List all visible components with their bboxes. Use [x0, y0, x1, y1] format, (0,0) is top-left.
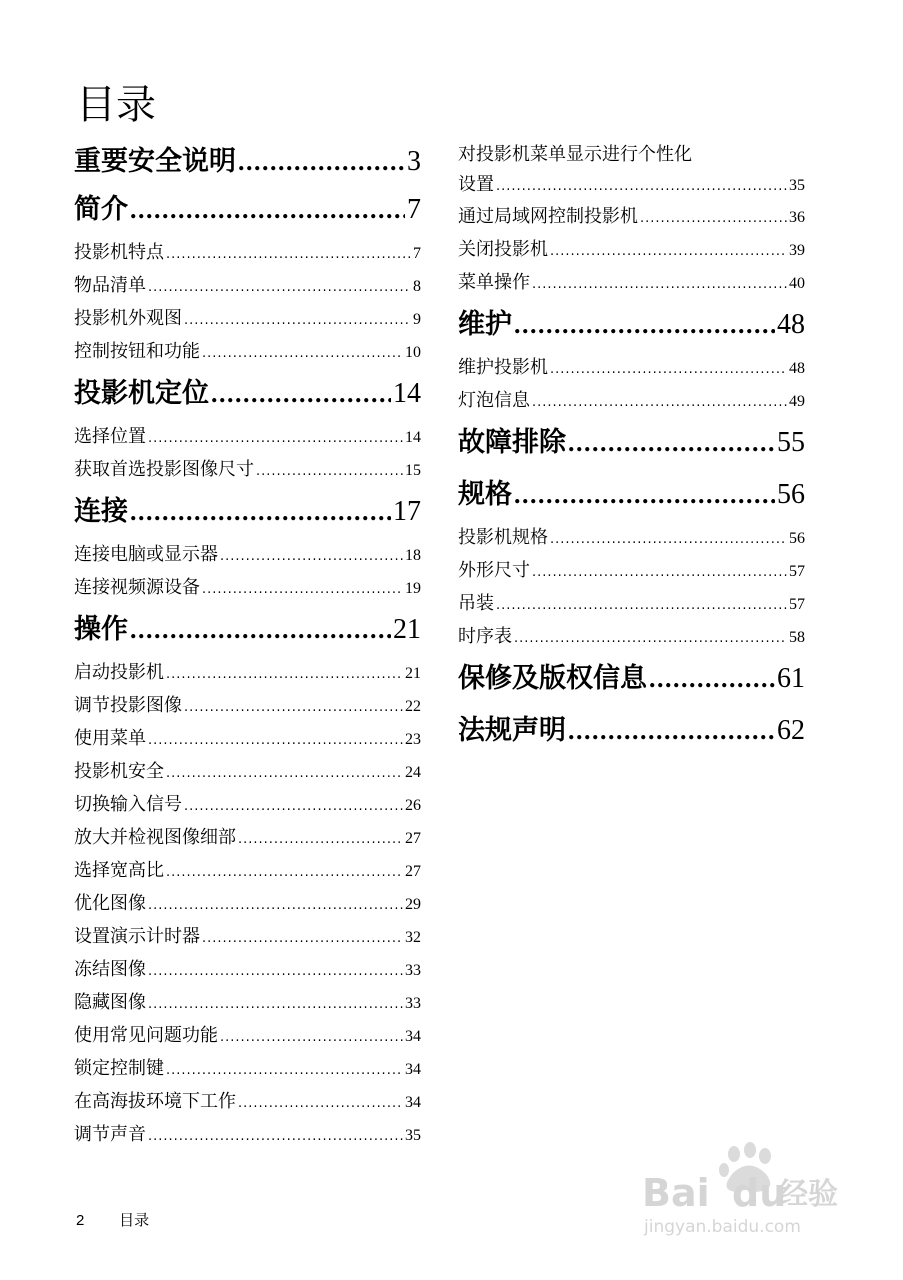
toc-entry-label: 锁定控制键	[74, 1058, 164, 1079]
toc-subsection-entry[interactable]	[458, 233, 805, 266]
toc-leader-dots	[148, 955, 403, 988]
toc-page-number: 15	[405, 462, 421, 479]
toc-leader-dots	[514, 299, 775, 351]
toc-entry-label-line1: 对投影机菜单显示进行个性化	[458, 144, 692, 165]
toc-subsection-entry[interactable]	[458, 554, 805, 587]
toc-page-number: 8	[413, 278, 421, 295]
toc-section-entry[interactable]	[74, 140, 421, 184]
page-footer	[76, 1209, 149, 1230]
toc-entry-label: 投影机安全	[74, 761, 164, 782]
page-title: 目录	[76, 82, 156, 128]
toc-page-number: 55	[777, 427, 805, 458]
toc-page-number: 14	[405, 429, 421, 446]
toc-subsection-entry[interactable]	[74, 269, 421, 302]
toc-page-number: 9	[413, 311, 421, 328]
toc-leader-dots	[166, 856, 403, 889]
toc-leader-dots	[256, 455, 403, 488]
toc-leader-dots	[496, 589, 787, 622]
toc-page-number: 34	[405, 1094, 421, 1111]
toc-page-number: 7	[407, 194, 421, 225]
toc-subsection-entry[interactable]	[458, 587, 805, 620]
toc-page-number: 35	[789, 177, 805, 194]
toc-subsection-entry[interactable]	[74, 335, 421, 368]
toc-leader-dots	[148, 422, 403, 455]
toc-left-column	[74, 140, 421, 1151]
toc-page-number: 19	[405, 580, 421, 597]
toc-leader-dots	[211, 368, 391, 420]
toc-page-number: 36	[789, 209, 805, 226]
toc-section-entry[interactable]	[74, 604, 421, 656]
watermark-url: jingyan.baidu.com	[644, 1217, 801, 1237]
toc-leader-dots	[220, 540, 403, 573]
toc-subsection-entry[interactable]	[74, 1118, 421, 1151]
toc-entry-label: 法规声明	[458, 715, 566, 746]
toc-leader-dots	[568, 705, 775, 757]
toc-entry-label: 时序表	[458, 626, 512, 647]
toc-entry-label: 使用常见问题功能	[74, 1025, 218, 1046]
toc-subsection-entry[interactable]	[74, 854, 421, 887]
toc-leader-dots	[184, 790, 403, 823]
toc-entry-label: 调节投影图像	[74, 695, 182, 716]
toc-page-number: 7	[413, 245, 421, 262]
toc-leader-dots	[649, 653, 775, 705]
toc-entry-label: 维护投影机	[458, 357, 548, 378]
toc-page-number: 17	[393, 496, 421, 527]
toc-subsection-entry[interactable]	[458, 351, 805, 384]
toc-page-number: 22	[405, 698, 421, 715]
toc-page-number: 27	[405, 863, 421, 880]
toc-page-number: 48	[789, 360, 805, 377]
toc-entry-label: 启动投影机	[74, 662, 164, 683]
toc-subsection-entry[interactable]	[74, 302, 421, 335]
toc-page-number: 33	[405, 962, 421, 979]
toc-leader-dots	[550, 353, 787, 386]
toc-page-number: 27	[405, 830, 421, 847]
toc-entry-label: 重要安全说明	[74, 146, 236, 177]
toc-entry-label: 保修及版权信息	[458, 663, 647, 694]
toc-entry-label: 投影机定位	[74, 378, 209, 409]
toc-leader-dots	[148, 889, 403, 922]
toc-entry-label: 优化图像	[74, 893, 146, 914]
toc-leader-dots	[550, 523, 787, 556]
toc-leader-dots	[166, 1054, 403, 1087]
toc-entry-label: 获取首选投影图像尺寸	[74, 459, 254, 480]
toc-page-number: 35	[405, 1127, 421, 1144]
toc-leader-dots	[532, 268, 787, 301]
toc-page-number: 3	[407, 146, 421, 177]
toc-leader-dots	[202, 337, 403, 370]
toc-page-number: 10	[405, 344, 421, 361]
watermark-brand: Bai	[642, 1171, 710, 1215]
toc-entry-label: 放大并检视图像细部	[74, 827, 236, 848]
toc-entry-label: 选择宽高比	[74, 860, 164, 881]
toc-entry-label: 投影机特点	[74, 242, 164, 263]
toc-entry-label: 规格	[458, 479, 512, 510]
toc-entry-label: 物品清单	[74, 275, 146, 296]
toc-entry-wrapped[interactable]	[458, 140, 805, 200]
toc-leader-dots	[130, 604, 391, 656]
toc-page-number: 26	[405, 797, 421, 814]
toc-entry-label: 关闭投影机	[458, 239, 548, 260]
toc-subsection-entry[interactable]	[458, 620, 805, 653]
toc-entry-label: 吊装	[458, 593, 494, 614]
toc-entry-label: 灯泡信息	[458, 390, 530, 411]
toc-entry-label: 冻结图像	[74, 959, 146, 980]
toc-leader-dots	[184, 304, 411, 337]
toc-leader-dots	[532, 556, 787, 589]
toc-entry-label: 连接电脑或显示器	[74, 544, 218, 565]
toc-entry-label: 简介	[74, 194, 128, 225]
toc-entry-label: 故障排除	[458, 427, 566, 458]
toc-subsection-entry[interactable]	[458, 200, 805, 233]
toc-page-number: 39	[789, 242, 805, 259]
toc-leader-dots	[202, 573, 403, 606]
toc-leader-dots	[238, 1087, 403, 1120]
toc-leader-dots	[496, 172, 787, 202]
toc-subsection-entry[interactable]	[74, 788, 421, 821]
toc-page-number: 29	[405, 896, 421, 913]
toc-entry-label: 菜单操作	[458, 272, 530, 293]
toc-leader-dots	[532, 386, 787, 419]
toc-subsection-entry[interactable]	[74, 1052, 421, 1085]
toc-leader-dots	[130, 486, 391, 538]
toc-page-number: 57	[789, 563, 805, 580]
toc-page-number: 56	[777, 479, 805, 510]
toc-page-number: 56	[789, 530, 805, 547]
toc-leader-dots	[148, 724, 403, 757]
toc-right-column	[458, 140, 805, 757]
toc-entry-label: 操作	[74, 614, 128, 645]
toc-entry-label-line2: 设置	[458, 174, 494, 195]
toc-leader-dots	[238, 140, 405, 184]
toc-subsection-entry[interactable]	[458, 384, 805, 417]
toc-entry-label: 调节声音	[74, 1124, 146, 1145]
toc-page-number: 62	[777, 715, 805, 746]
toc-subsection-entry[interactable]	[74, 453, 421, 486]
toc-leader-dots	[640, 202, 787, 235]
toc-entry-label: 控制按钮和功能	[74, 341, 200, 362]
toc-page-number: 24	[405, 764, 421, 781]
toc-entry-label: 在高海拔环境下工作	[74, 1091, 236, 1112]
toc-page-number: 14	[393, 378, 421, 409]
toc-leader-dots	[220, 1021, 403, 1054]
toc-subsection-entry[interactable]	[74, 1019, 421, 1052]
toc-page-number: 23	[405, 731, 421, 748]
toc-leader-dots	[514, 622, 787, 655]
toc-subsection-entry[interactable]	[458, 266, 805, 299]
toc-subsection-entry[interactable]	[74, 722, 421, 755]
toc-subsection-entry[interactable]	[74, 821, 421, 854]
toc-page-number: 21	[393, 614, 421, 645]
toc-subsection-entry[interactable]	[74, 986, 421, 1019]
toc-page-number: 34	[405, 1061, 421, 1078]
toc-page-number: 18	[405, 547, 421, 564]
toc-section-entry[interactable]	[458, 469, 805, 521]
footer-section-title: 目录	[119, 1211, 150, 1229]
toc-leader-dots	[130, 184, 405, 236]
toc-entry-label: 连接视频源设备	[74, 577, 200, 598]
toc-leader-dots	[148, 271, 411, 304]
toc-subsection-entry[interactable]	[74, 538, 421, 571]
toc-page-number: 33	[405, 995, 421, 1012]
toc-page-number: 61	[777, 663, 805, 694]
toc-entry-label: 连接	[74, 496, 128, 527]
toc-leader-dots	[184, 691, 403, 724]
toc-entry-label: 投影机外观图	[74, 308, 182, 329]
footer-page-number: 2	[76, 1212, 85, 1229]
toc-subsection-entry[interactable]	[74, 656, 421, 689]
toc-subsection-entry[interactable]	[74, 420, 421, 453]
toc-leader-dots	[148, 1120, 403, 1153]
toc-leader-dots	[202, 922, 403, 955]
toc-subsection-entry[interactable]	[458, 521, 805, 554]
toc-section-entry[interactable]	[74, 486, 421, 538]
toc-leader-dots	[238, 823, 403, 856]
toc-leader-dots	[166, 238, 411, 271]
toc-subsection-entry[interactable]	[74, 571, 421, 604]
toc-leader-dots	[550, 235, 787, 268]
toc-entry-label: 使用菜单	[74, 728, 146, 749]
toc-leader-dots	[166, 757, 403, 790]
watermark-brand2: du	[732, 1171, 787, 1215]
toc-subsection-entry[interactable]	[74, 236, 421, 269]
toc-leader-dots	[148, 988, 403, 1021]
toc-section-entry[interactable]	[458, 299, 805, 351]
toc-subsection-entry[interactable]	[74, 887, 421, 920]
toc-entry-label: 切换输入信号	[74, 794, 182, 815]
toc-page-number: 32	[405, 929, 421, 946]
toc-section-entry[interactable]	[458, 417, 805, 469]
toc-page-number: 48	[777, 309, 805, 340]
toc-leader-dots	[514, 469, 775, 521]
toc-page-number: 58	[789, 629, 805, 646]
toc-entry-label: 选择位置	[74, 426, 146, 447]
toc-entry-label: 外形尺寸	[458, 560, 530, 581]
toc-entry-label: 投影机规格	[458, 527, 548, 548]
toc-page-number: 34	[405, 1028, 421, 1045]
toc-page-number: 49	[789, 393, 805, 410]
toc-section-entry[interactable]	[74, 368, 421, 420]
toc-page-number: 57	[789, 596, 805, 613]
toc-section-entry[interactable]	[74, 184, 421, 236]
toc-entry-label: 通过局域网控制投影机	[458, 206, 638, 227]
toc-page-number: 21	[405, 665, 421, 682]
toc-section-entry[interactable]	[458, 705, 805, 757]
toc-subsection-entry[interactable]	[74, 689, 421, 722]
baidu-jingyan-watermark-logo	[638, 1140, 858, 1240]
toc-subsection-entry[interactable]	[74, 953, 421, 986]
toc-subsection-entry[interactable]	[74, 1085, 421, 1118]
toc-entry-label: 维护	[458, 309, 512, 340]
toc-subsection-entry[interactable]	[74, 755, 421, 788]
toc-page-number: 40	[789, 275, 805, 292]
toc-entry-label: 设置演示计时器	[74, 926, 200, 947]
watermark-cn: 经验	[778, 1177, 838, 1212]
toc-subsection-entry[interactable]	[74, 920, 421, 953]
toc-leader-dots	[166, 658, 403, 691]
toc-leader-dots	[568, 417, 775, 469]
toc-section-entry[interactable]	[458, 653, 805, 705]
toc-entry-label: 隐藏图像	[74, 992, 146, 1013]
